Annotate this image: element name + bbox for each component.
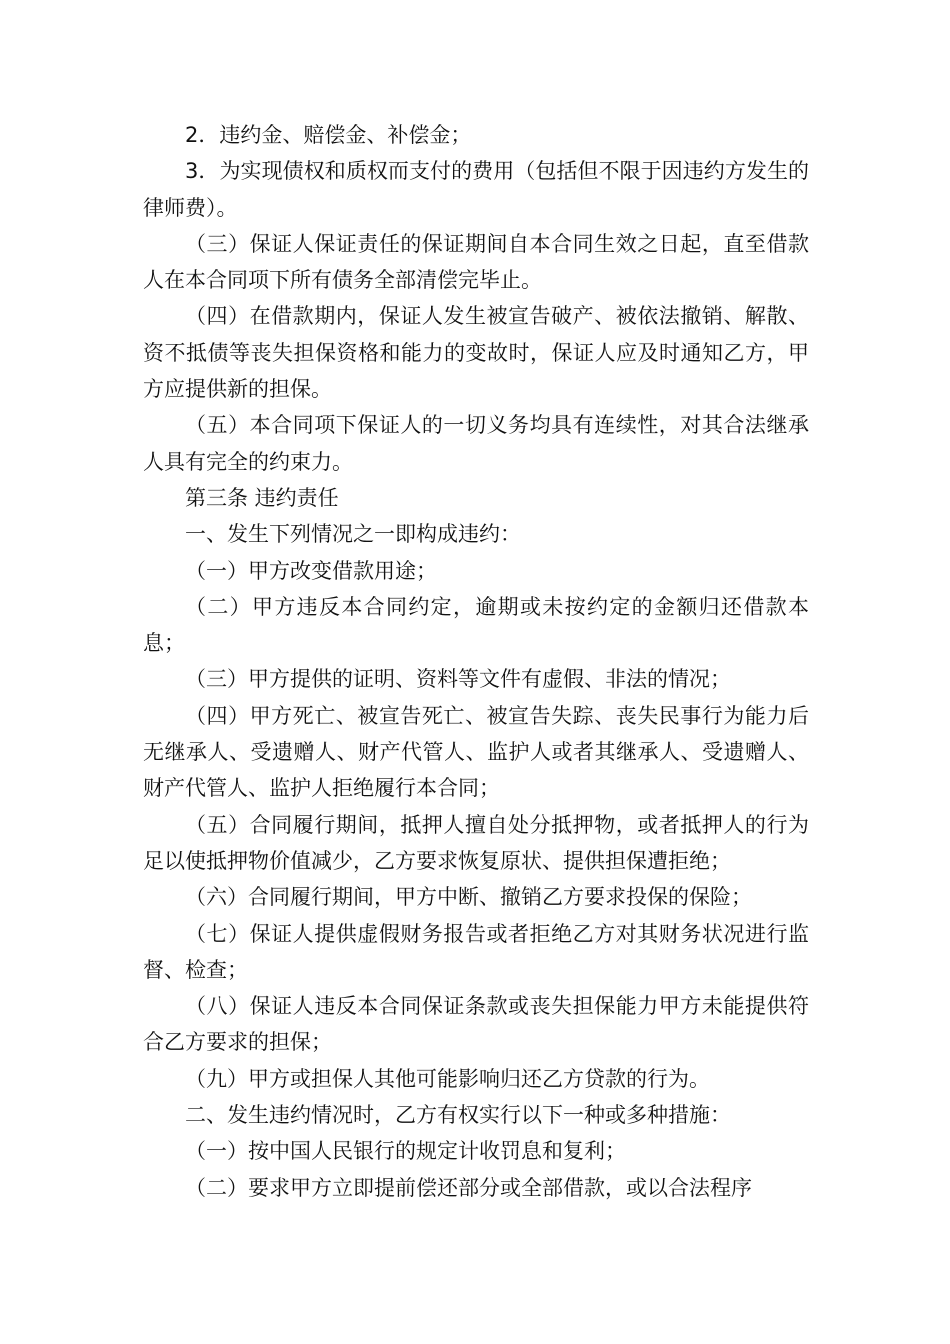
breach-item-4: （四）甲方死亡、被宣告死亡、被宣告失踪、丧失民事行为能力后无继承人、受遗赠人、财产代管人、监护人或者其继承人、受遗赠人、财产代管人、监护人拒绝履行本合同；: [143, 703, 809, 801]
breach-item-1: （一）甲方改变借款用途；: [185, 558, 437, 583]
breach-item-2: （二）甲方违反本合同约定，逾期或未按约定的金额归还借款本息；: [143, 594, 809, 656]
paragraph-enforcement-costs: 3．为实现债权和质权而支付的费用（包括但不限于因违约方发生的律师费）。: [143, 159, 809, 220]
paragraph-guarantee-period: （三）保证人保证责任的保证期间自本合同生效之日起，直至借款人在本合同项下所有债务全部清偿完毕止。: [143, 231, 809, 293]
article-heading-breach-liability: 第三条 违约责任: [185, 485, 339, 510]
breach-item-9: （九）甲方或担保人其他可能影响归还乙方贷款的行为。: [185, 1066, 710, 1091]
breach-item-8: （八）保证人违反本合同保证条款或丧失担保能力甲方未能提供符合乙方要求的担保；: [143, 994, 809, 1055]
breach-item-3: （三）甲方提供的证明、资料等文件有虚假、非法的情况；: [185, 667, 731, 692]
paragraph-breach-conditions-intro: 一、发生下列情况之一即构成违约：: [185, 522, 521, 547]
paragraph-obligation-continuity: （五）本合同项下保证人的一切义务均具有连续性，对其合法继承人具有完全的约束力。: [143, 413, 809, 474]
breach-item-5: （五）合同履行期间，抵押人擅自处分抵押物，或者抵押人的行为足以使抵押物价值减少，乙方要求恢复原状、提供担保遭拒绝；: [143, 812, 809, 873]
paragraph-remedies-intro: 二、发生违约情况时，乙方有权实行以下一种或多种措施：: [185, 1103, 731, 1128]
document-body: [143, 117, 809, 1206]
remedy-item-1: （一）按中国人民银行的规定计收罚息和复利；: [185, 1139, 626, 1164]
paragraph-penalty-items: 2．违约金、赔偿金、补偿金；: [185, 123, 472, 147]
breach-item-6: （六）合同履行期间，甲方中断、撤销乙方要求投保的保险；: [185, 885, 752, 910]
paragraph-guarantor-change: （四）在借款期内，保证人发生被宣告破产、被依法撤销、解散、资不抵债等丧失担保资格和能力的变故时，保证人应及时通知乙方，甲方应提供新的担保。: [143, 304, 809, 402]
remedy-item-2: （二）要求甲方立即提前偿还部分或全部借款，或以合法程序: [185, 1175, 752, 1200]
breach-item-7: （七）保证人提供虚假财务报告或者拒绝乙方对其财务状况进行监督、检查；: [143, 921, 809, 982]
